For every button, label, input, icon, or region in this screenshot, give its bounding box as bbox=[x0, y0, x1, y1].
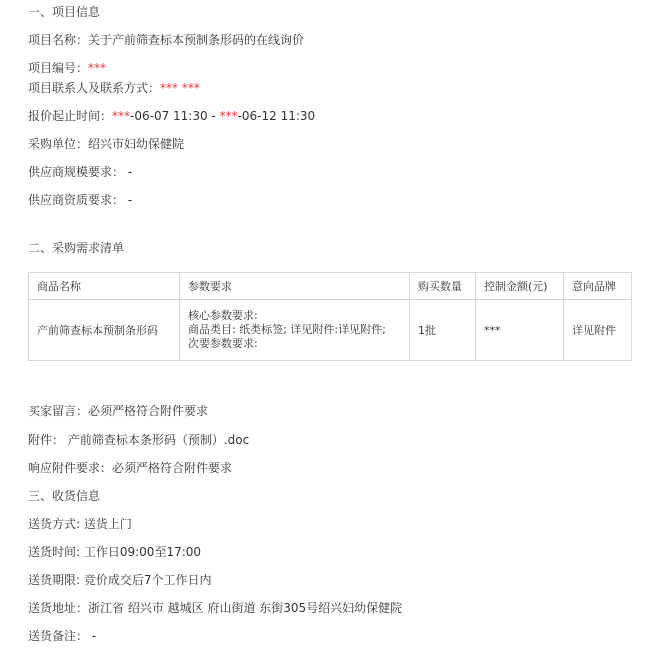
buyer-note-label: 买家留言： bbox=[28, 404, 89, 418]
attachment-label: 附件： bbox=[28, 433, 65, 447]
project-name-row bbox=[28, 32, 304, 48]
cell-quantity: 1批 bbox=[410, 300, 476, 361]
response-attachment-row bbox=[28, 460, 232, 476]
cell-product-name: 产前筛查标本预制条形码 bbox=[29, 300, 180, 361]
requirements-table bbox=[28, 272, 632, 361]
supplier-qual-label: 供应商资质要求： bbox=[28, 193, 125, 207]
contact-value: *** *** bbox=[160, 81, 200, 95]
response-attachment-label: 响应附件要求： bbox=[28, 461, 113, 475]
quote-time-mask-end: *** bbox=[219, 109, 238, 123]
quote-time-row bbox=[28, 108, 315, 124]
purchaser-row bbox=[28, 136, 184, 152]
supplier-qual-row bbox=[28, 192, 132, 208]
param-line: 商品类目: 纸类标签; 详见附件:详见附件; bbox=[188, 323, 386, 336]
project-name-value: 关于产前筛查标本预制条形码的在线询价 bbox=[88, 33, 305, 47]
supplier-scale-value: - bbox=[124, 165, 133, 179]
delivery-address-label: 送货地址： bbox=[28, 601, 89, 615]
cell-amount: *** bbox=[476, 300, 564, 361]
buyer-note-row bbox=[28, 403, 208, 419]
delivery-note-row bbox=[28, 628, 96, 644]
col-header-params: 参数要求 bbox=[180, 273, 410, 300]
delivery-time-label: 送货时间: bbox=[28, 545, 84, 559]
attachment-link[interactable]: 产前筛查标本条形码（预制）.doc bbox=[67, 433, 250, 447]
section-heading-project-info: 一、项目信息 bbox=[28, 5, 101, 19]
delivery-method-row bbox=[28, 516, 132, 532]
response-attachment-value: 必须严格符合附件要求 bbox=[112, 461, 233, 475]
col-header-product-name: 商品名称 bbox=[29, 273, 180, 300]
table-row bbox=[29, 300, 632, 361]
quote-time-start: -06-07 11:30 - bbox=[130, 109, 220, 123]
contact-row bbox=[28, 80, 200, 96]
project-name-label: 项目名称： bbox=[28, 33, 89, 47]
table-header-row bbox=[29, 273, 632, 300]
col-header-quantity: 购买数量 bbox=[410, 273, 476, 300]
quote-time-end: -06-12 11:30 bbox=[237, 109, 316, 123]
attachment-row bbox=[28, 432, 249, 448]
quote-time-mask-start: *** bbox=[112, 109, 131, 123]
delivery-period-label: 送货期限: bbox=[28, 573, 84, 587]
delivery-note-label: 送货备注： bbox=[28, 629, 89, 643]
cell-params bbox=[180, 300, 410, 361]
delivery-time-value: 工作日09:00至17:00 bbox=[83, 545, 202, 559]
delivery-method-value: 送货上门 bbox=[83, 517, 132, 531]
supplier-scale-label: 供应商规模要求： bbox=[28, 165, 125, 179]
purchaser-label: 采购单位： bbox=[28, 137, 89, 151]
cell-brand: 详见附件 bbox=[564, 300, 632, 361]
param-line: 核心参数要求: bbox=[188, 309, 258, 322]
supplier-qual-value: - bbox=[124, 193, 133, 207]
contact-label: 项目联系人及联系方式： bbox=[28, 81, 161, 95]
buyer-note-value: 必须严格符合附件要求 bbox=[88, 404, 209, 418]
col-header-brand: 意向品牌 bbox=[564, 273, 632, 300]
param-line: 次要参数要求: bbox=[188, 337, 258, 350]
delivery-method-label: 送货方式: bbox=[28, 517, 84, 531]
delivery-note-value: - bbox=[88, 629, 97, 643]
supplier-scale-row bbox=[28, 164, 132, 180]
purchaser-value: 绍兴市妇幼保健院 bbox=[88, 137, 185, 151]
section-heading-delivery: 三、收货信息 bbox=[28, 489, 101, 503]
project-no-row bbox=[28, 60, 106, 76]
delivery-address-row bbox=[28, 600, 402, 616]
delivery-address-value: 浙江省 绍兴市 越城区 府山街道 东街305号绍兴妇幼保健院 bbox=[88, 601, 403, 615]
delivery-period-value: 竞价成交后7个工作日内 bbox=[83, 573, 212, 587]
col-header-amount: 控制金额(元) bbox=[476, 273, 564, 300]
delivery-period-row bbox=[28, 572, 212, 588]
project-no-value: *** bbox=[88, 61, 107, 75]
project-no-label: 项目编号： bbox=[28, 61, 89, 75]
quote-time-label: 报价起止时间： bbox=[28, 109, 113, 123]
delivery-time-row bbox=[28, 544, 201, 560]
section-heading-requirements: 二、采购需求清单 bbox=[28, 241, 125, 255]
